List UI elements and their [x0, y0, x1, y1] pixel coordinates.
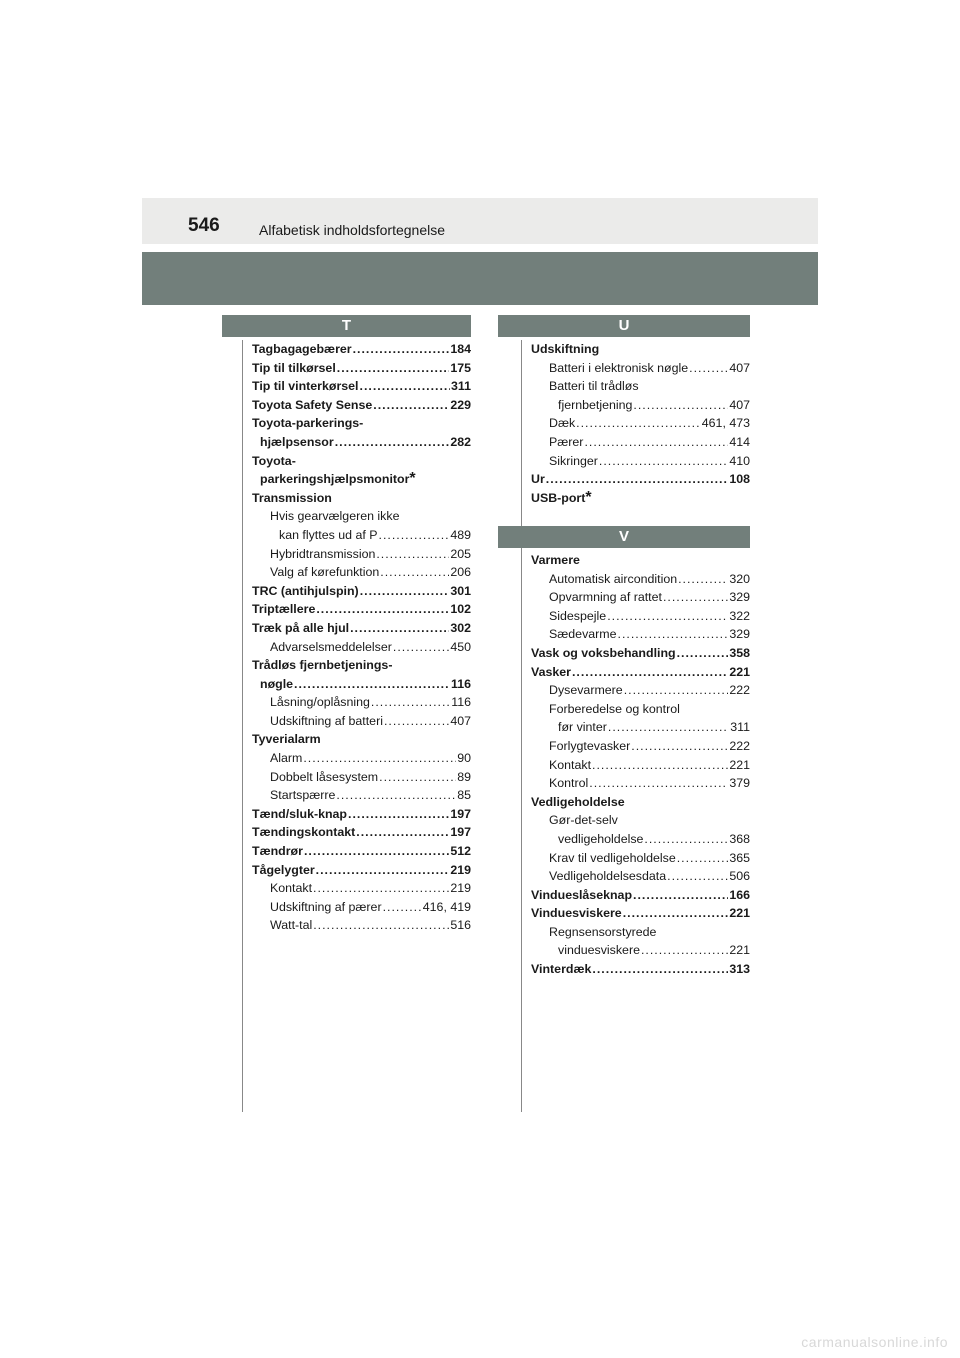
- index-entry: [252, 396, 471, 415]
- entry-label: Hybridtransmission: [270, 546, 376, 561]
- entry-page: 108: [729, 472, 750, 487]
- entry-page: 301: [450, 583, 471, 598]
- index-entry: [531, 681, 750, 700]
- index-entry: [252, 879, 471, 898]
- leader-dots: [644, 830, 728, 849]
- index-entry: [531, 904, 750, 923]
- leader-dots: [316, 861, 450, 880]
- entry-page: 410: [729, 453, 750, 468]
- entry-page: 414: [729, 434, 750, 449]
- leader-dots: [572, 663, 728, 682]
- leader-dots: [294, 675, 450, 694]
- entry-label: Tændrør: [252, 844, 303, 859]
- index-entry: [531, 886, 750, 905]
- leader-dots: [677, 849, 729, 868]
- leader-dots: [379, 526, 450, 545]
- index-entry: [531, 960, 750, 979]
- entry-page: 222: [729, 738, 750, 753]
- leader-dots: [641, 941, 728, 960]
- index-entry: [531, 941, 750, 960]
- leader-dots: [313, 916, 449, 935]
- index-entry: [531, 588, 750, 607]
- entry-page: 368: [729, 831, 750, 846]
- leader-dots: [592, 756, 728, 775]
- page-number: 546: [188, 215, 220, 236]
- entry-label: Triptællere: [252, 602, 316, 617]
- leader-dots: [360, 582, 450, 601]
- index-entry: [252, 507, 471, 526]
- entry-label: Gør-det-selv: [549, 813, 618, 828]
- leader-dots: [576, 414, 701, 433]
- entry-label: Vasker: [531, 664, 571, 679]
- entry-label: parkeringshjælpsmonitor: [260, 472, 410, 487]
- entry-page: 311: [730, 720, 750, 735]
- leader-dots: [607, 607, 728, 626]
- index-entry: [252, 749, 471, 768]
- entry-label: Udskiftning af batteri: [270, 713, 383, 728]
- entry-label: Trådløs fjernbetjenings-: [252, 658, 393, 673]
- leader-dots: [592, 960, 728, 979]
- leader-dots: [589, 774, 728, 793]
- entry-label: kan flyttes ud af P: [279, 527, 378, 542]
- index-entry: [252, 861, 471, 880]
- index-entry: [531, 452, 750, 471]
- entry-page: 322: [729, 608, 750, 623]
- entry-page: 116: [451, 695, 471, 710]
- entry-page: 205: [450, 546, 471, 561]
- index-entry: [531, 551, 750, 570]
- entry-page: 358: [729, 645, 750, 660]
- index-entry: parkeringshjælpsmonitor *: [260, 470, 416, 488]
- index-entry: [531, 359, 750, 378]
- entry-label: Dæk: [549, 416, 576, 431]
- leader-dots: [356, 823, 449, 842]
- leader-dots: [599, 452, 728, 471]
- index-entry: [252, 545, 471, 564]
- entry-label: vinduesviskere: [558, 943, 640, 958]
- entry-page: 329: [729, 627, 750, 642]
- index-entry: [252, 805, 471, 824]
- entry-page: 102: [450, 602, 471, 617]
- letter-heading-v: V: [498, 526, 750, 548]
- entry-label: Vinduesviskere: [531, 906, 622, 921]
- entry-page: 184: [450, 342, 471, 356]
- leader-dots: [380, 563, 449, 582]
- entry-label: Vindueslåseknap: [531, 887, 633, 902]
- leader-dots: [678, 570, 728, 589]
- entry-page: 221: [729, 906, 750, 921]
- entry-label: Udskiftning af pærer: [270, 899, 382, 914]
- leader-dots: [677, 644, 729, 663]
- leader-dots: [371, 693, 450, 712]
- entry-label: USB-port: [531, 490, 586, 505]
- left-column-rule: [242, 340, 243, 1112]
- index-entry: [252, 656, 471, 675]
- entry-page: 313: [729, 962, 750, 977]
- index-entry: [531, 414, 750, 433]
- entry-label: Valg af kørefunktion: [270, 565, 380, 580]
- entry-label: Automatisk aircondition: [549, 571, 678, 586]
- entry-label: Opvarmning af rattet: [549, 590, 662, 605]
- index-entry: [531, 793, 750, 812]
- index-entry: [531, 644, 750, 663]
- entry-label: Låsning/oplåsning: [270, 695, 370, 710]
- index-entry: [252, 675, 471, 694]
- index-entry: [252, 898, 471, 917]
- index-column-u: [531, 340, 750, 507]
- index-entry: [531, 700, 750, 719]
- entry-label: Regnsensorstyrede: [549, 924, 657, 939]
- index-entry: [252, 693, 471, 712]
- entry-label: Vinterdæk: [531, 962, 592, 977]
- index-entry: [252, 712, 471, 731]
- entry-label: hjælpsensor: [260, 434, 334, 449]
- entry-page: 197: [450, 806, 471, 821]
- entry-page: 320: [729, 571, 750, 586]
- leader-dots: [376, 545, 449, 564]
- leader-dots: [337, 359, 450, 378]
- leader-dots: [379, 768, 456, 787]
- index-entry: [531, 830, 750, 849]
- index-entry: [531, 663, 750, 682]
- index-entry: [531, 433, 750, 452]
- index-entry: [252, 359, 471, 378]
- index-entry: [252, 619, 471, 638]
- leader-dots: [348, 805, 449, 824]
- entry-page: 197: [450, 825, 471, 840]
- letter-heading-u: U: [498, 315, 750, 337]
- index-entry: [531, 756, 750, 775]
- index-entry: [531, 774, 750, 793]
- index-entry: [252, 600, 471, 619]
- leader-dots: [608, 718, 729, 737]
- index-entry: [252, 638, 471, 657]
- entry-page: 222: [729, 683, 750, 698]
- leader-dots: [584, 433, 728, 452]
- index-entry: [252, 582, 471, 601]
- entry-page: 219: [450, 881, 471, 896]
- entry-label: vedligeholdelse: [558, 831, 644, 846]
- entry-label: Hvis gearvælgeren ikke: [270, 509, 400, 524]
- entry-page: 166: [729, 887, 750, 902]
- entry-page: 379: [729, 776, 750, 791]
- entry-label: Batteri til trådløs: [549, 379, 639, 394]
- index-entry: [531, 340, 750, 359]
- index-entry: [531, 737, 750, 756]
- header-bar: [142, 198, 818, 244]
- entry-label: TRC (antihjulspin): [252, 583, 359, 598]
- index-entry: [531, 718, 750, 737]
- entry-page: 85: [457, 788, 471, 803]
- entry-label: Krav til vedligeholdelse: [549, 850, 676, 865]
- right-column-rule: [521, 340, 522, 1112]
- entry-label: Vedligeholdelse: [531, 794, 625, 809]
- leader-dots: [350, 619, 449, 638]
- entry-label: Transmission: [252, 490, 332, 505]
- entry-page: 516: [450, 918, 471, 933]
- entry-page: 206: [450, 565, 471, 580]
- leader-dots: [353, 340, 450, 359]
- entry-label: Kontrol: [549, 776, 589, 791]
- entry-label: Vask og voksbehandling: [531, 645, 676, 660]
- index-entry: [531, 867, 750, 886]
- entry-label: Alarm: [270, 751, 303, 766]
- entry-label: Pærer: [549, 434, 584, 449]
- index-entry: [252, 414, 471, 433]
- entry-label: Tagbagagebærer: [252, 342, 352, 356]
- entry-label: Tågelygter: [252, 862, 315, 877]
- entry-label: Udskiftning: [531, 342, 600, 356]
- entry-label: Sidespejle: [549, 608, 607, 623]
- entry-label: Toyota Safety Sense: [252, 397, 373, 412]
- leader-dots: [633, 886, 728, 905]
- entry-label: Toyota-: [252, 453, 296, 468]
- index-entry: [531, 923, 750, 942]
- header-band: [142, 252, 818, 305]
- entry-label: Tyverialarm: [252, 732, 321, 747]
- index-entry: [531, 377, 750, 396]
- entry-page: 221: [729, 664, 750, 679]
- watermark: carmanualsonline.info: [801, 1334, 948, 1350]
- entry-page: 229: [450, 397, 471, 412]
- entry-page: 407: [729, 360, 750, 375]
- entry-label: fjernbetjening: [558, 397, 633, 412]
- entry-label: Forlygtevasker: [549, 738, 631, 753]
- entry-page: 221: [729, 943, 750, 958]
- entry-page: 365: [729, 850, 750, 865]
- leader-dots: [383, 898, 422, 917]
- leader-dots: [546, 470, 729, 489]
- index-entry: [252, 433, 471, 452]
- entry-page: 302: [450, 620, 471, 635]
- leader-dots: [360, 377, 450, 396]
- leader-dots: [393, 638, 449, 657]
- entry-label: før vinter: [558, 720, 607, 735]
- entry-page: 221: [729, 757, 750, 772]
- entry-label: Dobbelt låsesystem: [270, 769, 379, 784]
- index-entry: [531, 811, 750, 830]
- leader-dots: [631, 737, 728, 756]
- index-entry: [531, 849, 750, 868]
- entry-label: Tænd/sluk-knap: [252, 806, 348, 821]
- entry-page: 89: [457, 769, 471, 784]
- index-entry: [252, 340, 471, 359]
- leader-dots: [618, 625, 729, 644]
- entry-page: 450: [450, 639, 471, 654]
- index-entry: [252, 730, 471, 749]
- leader-dots: [373, 396, 449, 415]
- entry-label: Vedligeholdelsesdata: [549, 869, 667, 884]
- leader-dots: [384, 712, 449, 731]
- leader-dots: [689, 359, 728, 378]
- index-entry: [252, 768, 471, 787]
- index-entry: [252, 916, 471, 935]
- entry-label: Batteri i elektronisk nøgle: [549, 360, 689, 375]
- entry-page: 90: [457, 751, 471, 766]
- leader-dots: [336, 786, 456, 805]
- entry-label: Toyota-parkerings-: [252, 416, 364, 431]
- leader-dots: [623, 904, 729, 923]
- index-entry: USB-port *: [531, 488, 592, 506]
- entry-label: Startspærre: [270, 788, 336, 803]
- index-entry: [531, 607, 750, 626]
- entry-label: Forberedelse og kontrol: [549, 701, 680, 716]
- index-entry: [531, 625, 750, 644]
- entry-label: Watt-tal: [270, 918, 313, 933]
- entry-label: Tip til tilkørsel: [252, 360, 336, 375]
- entry-label: Tændingskontakt: [252, 825, 356, 840]
- entry-page: 175: [450, 360, 471, 375]
- entry-label: Ur: [531, 472, 545, 487]
- entry-page: 489: [450, 527, 471, 542]
- letter-heading-t: T: [222, 315, 471, 337]
- leader-dots: [335, 433, 450, 452]
- entry-page: 329: [729, 590, 750, 605]
- leader-dots: [313, 879, 449, 898]
- index-entry: [252, 786, 471, 805]
- entry-page: 461, 473: [701, 416, 750, 431]
- entry-label: Kontakt: [270, 881, 313, 896]
- entry-page: 506: [729, 869, 750, 884]
- index-column-v: [531, 551, 750, 979]
- index-entry: [531, 470, 750, 489]
- entry-label: Kontakt: [549, 757, 592, 772]
- leader-dots: [304, 842, 449, 861]
- index-entry: [252, 563, 471, 582]
- entry-page: 311: [451, 379, 471, 394]
- index-entry: [252, 452, 471, 471]
- index-entry: [252, 823, 471, 842]
- entry-label: Sikringer: [549, 453, 598, 468]
- index-entry: [252, 489, 471, 508]
- index-entry: [252, 526, 471, 545]
- entry-page: 282: [450, 434, 471, 449]
- leader-dots: [303, 749, 456, 768]
- leader-dots: [633, 396, 728, 415]
- entry-label: Advarselsmeddelelser: [270, 639, 392, 654]
- entry-label: Sædevarme: [549, 627, 617, 642]
- entry-label: Træk på alle hjul: [252, 620, 350, 635]
- entry-page: 219: [450, 862, 471, 877]
- entry-page: 407: [450, 713, 471, 728]
- entry-page: 416, 419: [422, 899, 471, 914]
- entry-page: 407: [729, 397, 750, 412]
- entry-label: nøgle: [260, 676, 294, 691]
- entry-label: Varmere: [531, 553, 580, 567]
- leader-dots: [624, 681, 729, 700]
- index-entry: [252, 377, 471, 396]
- index-entry: [531, 396, 750, 415]
- section-title: Alfabetisk indholdsfortegnelse: [259, 222, 446, 238]
- index-entry: [252, 842, 471, 861]
- leader-dots: [667, 867, 728, 886]
- leader-dots: [316, 600, 449, 619]
- entry-page: 512: [450, 844, 471, 859]
- index-entry: [531, 570, 750, 589]
- index-column-t: [252, 340, 471, 935]
- entry-label: Dysevarmere: [549, 683, 623, 698]
- entry-page: 116: [451, 676, 471, 691]
- leader-dots: [663, 588, 728, 607]
- entry-label: Tip til vinterkørsel: [252, 379, 359, 394]
